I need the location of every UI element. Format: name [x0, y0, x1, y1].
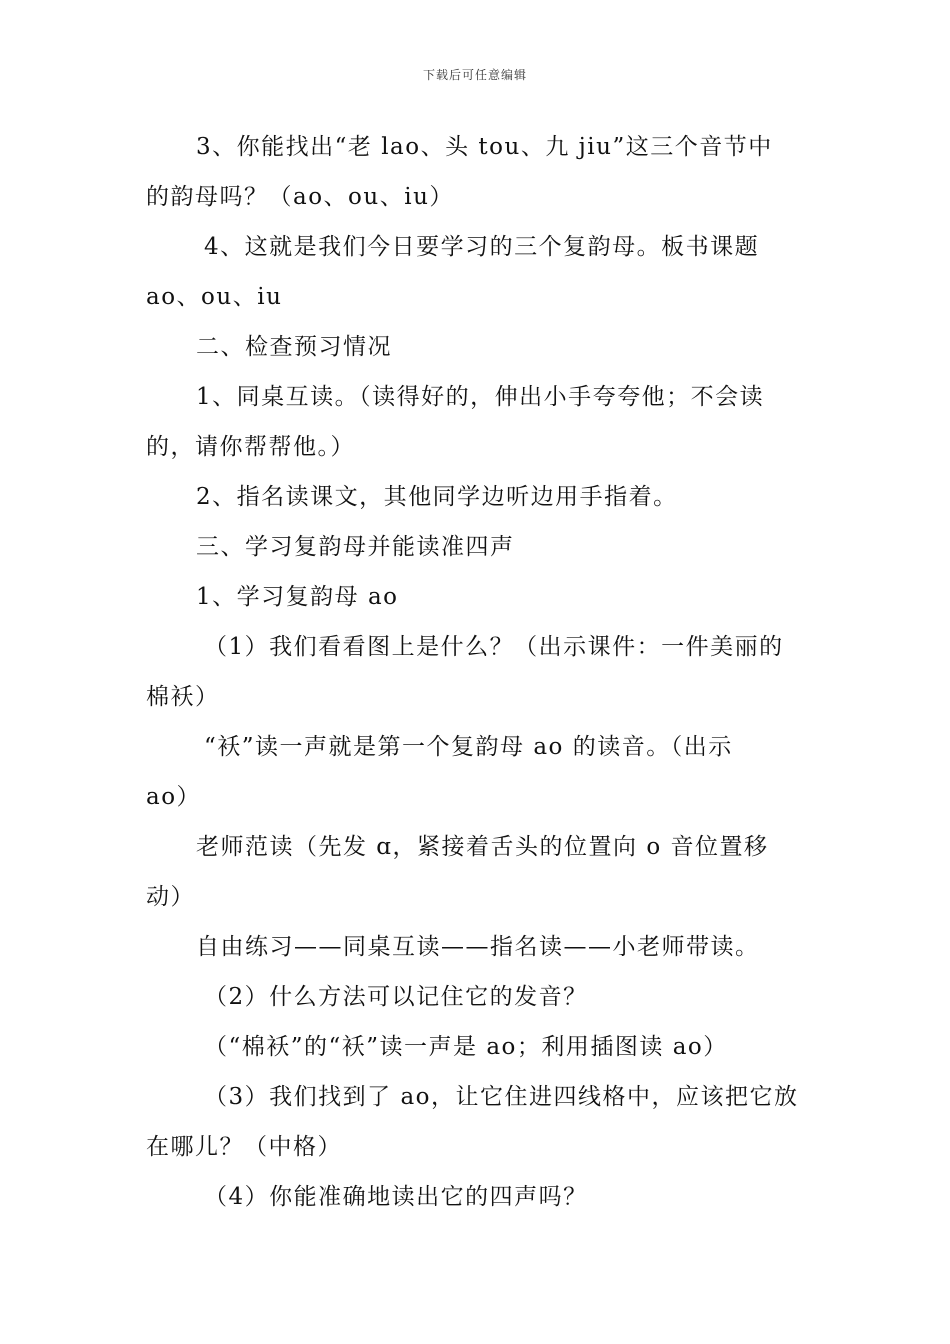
paragraph-line: 棉袄）: [146, 684, 220, 710]
paragraph-line: 1、同桌互读。（读得好的，伸出小手夸夸他；不会读: [196, 384, 765, 410]
paragraph-line: （2）什么方法可以记住它的发音？: [204, 984, 588, 1010]
paragraph-line: （1）我们看看图上是什么？（出示课件：一件美丽的: [204, 634, 784, 660]
paragraph-line: 的，请你帮帮他。）: [146, 434, 355, 460]
paragraph-line: 在哪儿？（中格）: [146, 1134, 342, 1160]
paragraph-line: ao）: [146, 784, 202, 810]
section-heading: 二、检查预习情况: [196, 334, 392, 360]
paragraph-line: 4、这就是我们今日要学习的三个复韵母。板书课题: [204, 234, 760, 260]
paragraph-line: 2、指名读课文，其他同学边听边用手指着。: [196, 484, 678, 510]
paragraph-line: 3、你能找出“老 lao、头 tou、九 jiu”这三个音节中: [196, 134, 773, 160]
page-header: 下载后可任意编辑: [422, 68, 527, 82]
paragraph-line: （“棉袄”的“袄”读一声是 ao；利用插图读 ao）: [204, 1034, 728, 1060]
paragraph-line: ao、ou、iu: [146, 284, 283, 310]
paragraph-line: 自由练习——同桌互读——指名读——小老师带读。: [196, 934, 760, 960]
paragraph-line: （3）我们找到了 ao，让它住进四线格中，应该把它放: [204, 1084, 799, 1110]
paragraph-line: 的韵母吗？（ao、ou、iu）: [146, 184, 454, 210]
section-heading: 三、学习复韵母并能读准四声: [196, 534, 515, 560]
paragraph-line: （4）你能准确地读出它的四声吗？: [204, 1184, 588, 1210]
subsection-heading: 1、学习复韵母 ao: [196, 584, 399, 610]
paragraph-line: 动）: [146, 884, 195, 910]
paragraph-line: “袄”读一声就是第一个复韵母 ao 的读音。（出示: [204, 734, 733, 760]
document-body: [146, 122, 810, 1222]
paragraph-line: 老师范读（先发 ɑ，紧接着舌头的位置向 o 音位置移: [196, 834, 769, 860]
